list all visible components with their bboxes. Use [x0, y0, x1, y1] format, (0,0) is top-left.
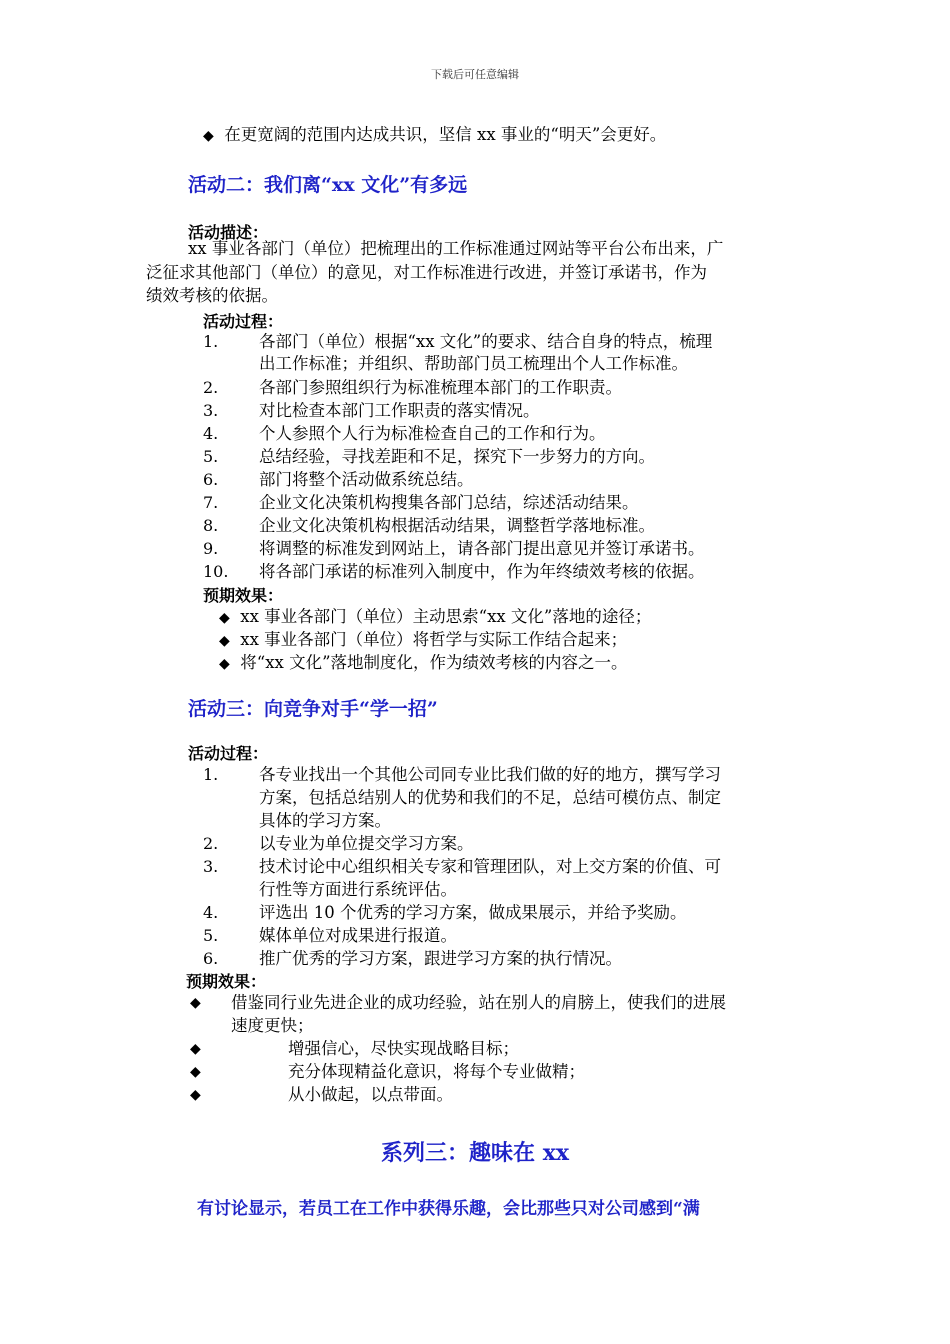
series3-title: 系列三：趣味在 xx	[381, 1140, 569, 1166]
step-text: 媒体单位对成果进行报道。	[259, 926, 457, 945]
effect-item	[219, 606, 651, 629]
diamond-bullet-icon: ◆	[203, 128, 214, 144]
effect-text: 充分体现精益化意识，将每个专业做精；	[288, 1062, 585, 1081]
step-number: 2.	[203, 378, 219, 397]
step-text: 个人参照个人行为标准检查自己的工作和行为。	[259, 424, 606, 443]
step-number: 7.	[203, 493, 219, 512]
step-number: 2.	[203, 834, 219, 853]
step-text: 技术讨论中心组织相关专家和管理团队，对上交方案的价值、可	[259, 857, 721, 876]
top-bullet-text: 在更宽阔的范围内达成共识，坚信 xx 事业的“明天”会更好。	[224, 125, 667, 144]
activity2-desc-label: 活动描述：	[188, 223, 269, 242]
diamond-bullet-icon: ◆	[190, 995, 201, 1011]
effect-text: 将“xx 文化”落地制度化，作为绩效考核的内容之一。	[240, 653, 628, 672]
step-text: 方案，包括总结别人的优势和我们的不足，总结可模仿点、制定	[259, 788, 721, 807]
step-text: 以专业为单位提交学习方案。	[259, 834, 474, 853]
step-text: 评选出 10 个优秀的学习方案，做成果展示，并给予奖励。	[259, 903, 687, 922]
activity2-effect-label: 预期效果：	[203, 586, 284, 605]
step-text: 出工作标准；并组织、帮助部门员工梳理出个人工作标准。	[259, 354, 688, 373]
step-number: 10.	[203, 562, 229, 581]
effect-item	[219, 652, 628, 675]
step-text: 企业文化决策机构搜集各部门总结，综述活动结果。	[259, 493, 639, 512]
step-text: 行性等方面进行系统评估。	[259, 880, 457, 899]
diamond-bullet-icon: ◆	[190, 1041, 201, 1057]
step-number: 1.	[203, 332, 219, 351]
activity2-desc-line3: 绩效考核的依据。	[146, 286, 278, 305]
top-bullet	[203, 124, 666, 147]
step-number: 4.	[203, 903, 219, 922]
activity2-process-label: 活动过程：	[203, 312, 284, 331]
step-text: 将各部门承诺的标准列入制度中，作为年终绩效考核的依据。	[259, 562, 705, 581]
step-number: 5.	[203, 926, 219, 945]
step-text: 企业文化决策机构根据活动结果，调整哲学落地标准。	[259, 516, 655, 535]
effect-text: 速度更快；	[231, 1016, 314, 1035]
step-text: 总结经验，寻找差距和不足，探究下一步努力的方向。	[259, 447, 655, 466]
activity3-effect-label: 预期效果：	[186, 972, 267, 991]
step-text: 对比检查本部门工作职责的落实情况。	[259, 401, 540, 420]
step-number: 8.	[203, 516, 219, 535]
effect-text: 增强信心，尽快实现战略目标；	[288, 1039, 519, 1058]
diamond-bullet-icon: ◆	[219, 610, 230, 626]
diamond-bullet-icon: ◆	[219, 633, 230, 649]
step-text: 推广优秀的学习方案，跟进学习方案的执行情况。	[259, 949, 622, 968]
step-text: 各专业找出一个其他公司同专业比我们做的好的地方，撰写学习	[259, 765, 721, 784]
activity3-title: 活动三：向竞争对手“学一招”	[188, 698, 438, 720]
diamond-bullet-icon: ◆	[190, 1064, 201, 1080]
step-number: 3.	[203, 857, 219, 876]
effect-text: xx 事业各部门（单位）主动思索“xx 文化”落地的途径；	[240, 607, 652, 626]
effect-text: 借鉴同行业先进企业的成功经验，站在别人的肩膀上，使我们的进展	[231, 993, 726, 1012]
activity2-desc-line2: 泛征求其他部门（单位）的意见，对工作标准进行改进，并签订承诺书，作为	[146, 263, 707, 282]
activity3-process-label: 活动过程：	[188, 744, 269, 763]
step-number: 3.	[203, 401, 219, 420]
step-number: 1.	[203, 765, 219, 784]
step-text: 各部门（单位）根据“xx 文化”的要求、结合自身的特点，梳理	[259, 332, 713, 351]
step-text: 部门将整个活动做系统总结。	[259, 470, 474, 489]
step-text: 具体的学习方案。	[259, 811, 391, 830]
page-header: 下载后可任意编辑	[431, 68, 519, 81]
activity2-title: 活动二：我们离“xx 文化”有多远	[188, 174, 468, 196]
series3-intro: 有讨论显示，若员工在工作中获得乐趣，会比那些只对公司感到“满	[197, 1199, 700, 1219]
step-number: 4.	[203, 424, 219, 443]
effect-text: 从小做起，以点带面。	[288, 1085, 453, 1104]
diamond-bullet-icon: ◆	[190, 1087, 201, 1103]
step-number: 6.	[203, 470, 219, 489]
effect-text: xx 事业各部门（单位）将哲学与实际工作结合起来；	[240, 630, 628, 649]
effect-item	[219, 629, 627, 652]
step-number: 9.	[203, 539, 219, 558]
diamond-bullet-icon: ◆	[219, 656, 230, 672]
step-text: 将调整的标准发到网站上，请各部门提出意见并签订承诺书。	[259, 539, 705, 558]
activity2-desc-line1: xx 事业各部门（单位）把梳理出的工作标准通过网站等平台公布出来，广	[188, 239, 724, 258]
step-text: 各部门参照组织行为标准梳理本部门的工作职责。	[259, 378, 622, 397]
step-number: 5.	[203, 447, 219, 466]
step-number: 6.	[203, 949, 219, 968]
